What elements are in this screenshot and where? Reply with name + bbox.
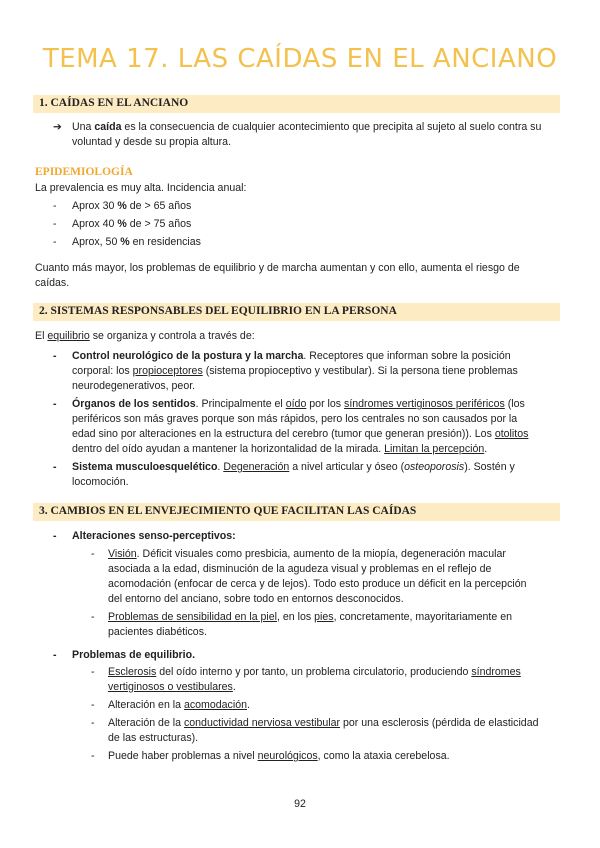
text-run: Aprox 30	[72, 200, 118, 212]
underlined-term: otolitos	[494, 428, 529, 440]
epidemiology-intro: La prevalencia es muy alta. Incidencia anual:	[35, 182, 247, 194]
text-run: Puede haber problemas a nivel	[108, 750, 258, 762]
section-1-header	[33, 95, 560, 113]
text-run: Aprox 40	[72, 218, 118, 230]
dash-bullet: -	[91, 548, 95, 560]
text-run: Alteración de la	[108, 717, 184, 729]
esclerosis-line-2	[108, 680, 236, 695]
text-run: corporal: los	[72, 365, 133, 377]
dash-bullet: -	[91, 717, 95, 729]
dash-bullet: -	[53, 200, 57, 212]
bold-term: Sistema musculoesquelético	[72, 461, 218, 473]
text-run: a nivel articular y óseo (	[289, 461, 405, 473]
conductividad-line-2: de las estructuras).	[108, 732, 199, 744]
underlined-term: acomodación	[183, 699, 247, 711]
text-run: .	[484, 443, 488, 455]
underlined-term: Limitan la percepción	[384, 443, 485, 455]
text-run: , en los	[277, 611, 315, 623]
page-number: 92	[294, 798, 306, 810]
underlined-term: síndromes vertiginosos periféricos	[344, 398, 505, 410]
dash-bullet: -	[53, 530, 57, 542]
text-run: %	[117, 200, 127, 212]
underlined-term: conductividad nerviosa vestibular	[183, 717, 341, 729]
text-run: . Receptores que informan sobre la posición	[303, 350, 511, 362]
group-equilibrio-title: Problemas de equilibrio.	[72, 649, 196, 661]
text-run: por una esclerosis (pérdida de elasticidad	[340, 717, 539, 729]
vision-line-2: asociada a la edad, disminución de la agudeza visual y problemas en el reflejo de	[108, 563, 492, 575]
page-title: TEMA 17. LAS CAÍDAS EN EL ANCIANO	[42, 44, 558, 74]
dash-bullet: -	[53, 350, 57, 362]
esclerosis-line-1	[108, 665, 521, 680]
text-run: .	[217, 461, 224, 473]
text-run: %	[117, 218, 127, 230]
section-3-header	[33, 503, 560, 521]
text-run: de > 75 años	[126, 218, 192, 230]
piel-line-2: pacientes diabéticos.	[108, 626, 207, 638]
underlined-term: vertiginosos o vestibulares	[108, 681, 233, 693]
epidemiology-heading: EPIDEMIOLOGÍA	[35, 166, 133, 178]
piel-line-1	[108, 610, 512, 625]
vision-line-4: del entorno del anciano, sobre todo en entornos desconocidos.	[108, 593, 404, 605]
text-run: %	[120, 236, 130, 248]
dash-bullet: -	[91, 666, 95, 678]
closing-line-2: caídas.	[35, 277, 70, 289]
underlined-term: Visión	[108, 548, 137, 560]
list-item	[72, 235, 201, 250]
text-run: se organiza y controla a través de:	[89, 330, 255, 342]
bullet-musculo-line-2: locomoción.	[72, 476, 129, 488]
text-run: (los	[504, 398, 525, 410]
dash-bullet: -	[91, 750, 95, 762]
text-run: . Déficit visuales como presbicia, aumento de la miopía, degeneración macular	[136, 548, 506, 560]
bold-term: Órganos de los sentidos	[72, 398, 196, 410]
dash-bullet: -	[91, 611, 95, 623]
section-1-heading: 1. CAÍDAS EN EL ANCIANO	[39, 97, 189, 109]
text-run: (sistema propioceptivo y vestibular). Si la persona tiene problemas	[202, 365, 518, 377]
conductividad-line-1	[108, 716, 538, 731]
bullet-control-line-1	[72, 349, 511, 364]
text-run: Aprox, 50	[72, 236, 121, 248]
dash-bullet: -	[53, 461, 57, 473]
dash-bullet: -	[91, 699, 95, 711]
underlined-term: equilibrio	[47, 330, 90, 342]
underlined-term: propioceptores	[132, 365, 203, 377]
section-3-heading: 3. CAMBIOS EN EL ENVEJECIMIENTO QUE FACILITAN LAS CAÍDAS	[39, 505, 417, 517]
text-run: El	[35, 330, 48, 342]
acomodacion-line	[108, 698, 250, 713]
underlined-term: síndromes	[471, 666, 521, 678]
text-run: . Principalmente el	[195, 398, 286, 410]
text-run: Una	[72, 121, 95, 133]
underlined-term: Esclerosis	[108, 666, 157, 678]
text-run: Alteración en la	[108, 699, 184, 711]
text-run: en residencias	[129, 236, 201, 248]
definition-line-1	[72, 120, 541, 135]
equilibrio-intro	[35, 329, 255, 344]
bullet-organos-line-2: periféricos son más graves porque son más rápidos, pero los centrales no son causados por la	[72, 413, 518, 425]
text-run: .	[246, 699, 250, 711]
bold-term: Control neurológico de la postura y la marcha	[72, 350, 304, 362]
underlined-term: Problemas de sensibilidad en la piel	[108, 611, 278, 623]
vision-line-1	[108, 547, 506, 562]
text-run: dentro del oído ayudan a mantener la horizontalidad de la mirada.	[72, 443, 385, 455]
italic-term: osteoporosis	[404, 461, 465, 473]
dash-bullet: -	[53, 236, 57, 248]
text-run: , concretamente, mayoritariamente en	[333, 611, 512, 623]
bullet-musculo-line-1	[72, 460, 515, 475]
dash-bullet: -	[53, 218, 57, 230]
bullet-control-line-3: neurodegenerativos, peor.	[72, 380, 196, 392]
text-run: es la consecuencia de cualquier acontecimiento que precipita al sujeto al suelo contra su	[121, 121, 542, 133]
arrow-icon: ➔	[53, 121, 62, 133]
text-run: .	[232, 681, 236, 693]
bullet-organos-line-3	[72, 427, 528, 442]
dash-bullet: -	[53, 649, 57, 661]
dash-bullet: -	[53, 398, 57, 410]
underlined-term: oído	[285, 398, 307, 410]
underlined-term: pies	[314, 611, 334, 623]
section-2-heading: 2. SISTEMAS RESPONSABLES DEL EQUILIBRIO EN LA PERSONA	[39, 305, 397, 317]
bullet-control-line-2	[72, 364, 518, 379]
neurologicos-line	[108, 749, 450, 764]
list-item	[72, 217, 191, 232]
text-run: ). Sostén y	[464, 461, 515, 473]
vision-line-3: acomodación (enfocar de cerca y de lejos). Todo esto produce un déficit en la percepción	[108, 578, 527, 590]
bullet-organos-line-4	[72, 442, 487, 457]
text-run: edad sino por alteraciones en la estructura del cerebro (tumor que generan presión)). Los	[72, 428, 495, 440]
text-run: de > 65 años	[126, 200, 192, 212]
underlined-term: Degeneración	[223, 461, 290, 473]
underlined-term: neurológicos	[257, 750, 318, 762]
term-caida: caída	[94, 121, 122, 133]
text-run: del oído interno y por tanto, un problema circulatorio, produciendo	[156, 666, 472, 678]
group-senso-title: Alteraciones senso-perceptivos:	[72, 530, 236, 542]
closing-line-1: Cuanto más mayor, los problemas de equilibrio y de marcha aumentan y con ello, aumenta el riesgo de	[35, 262, 520, 274]
section-2-header	[33, 303, 560, 321]
text-run: , como la ataxia cerebelosa.	[317, 750, 450, 762]
text-run: por los	[306, 398, 345, 410]
bullet-organos-line-1	[72, 397, 525, 412]
list-item	[72, 199, 191, 214]
definition-line-2: voluntad y desde su propia altura.	[72, 136, 232, 148]
